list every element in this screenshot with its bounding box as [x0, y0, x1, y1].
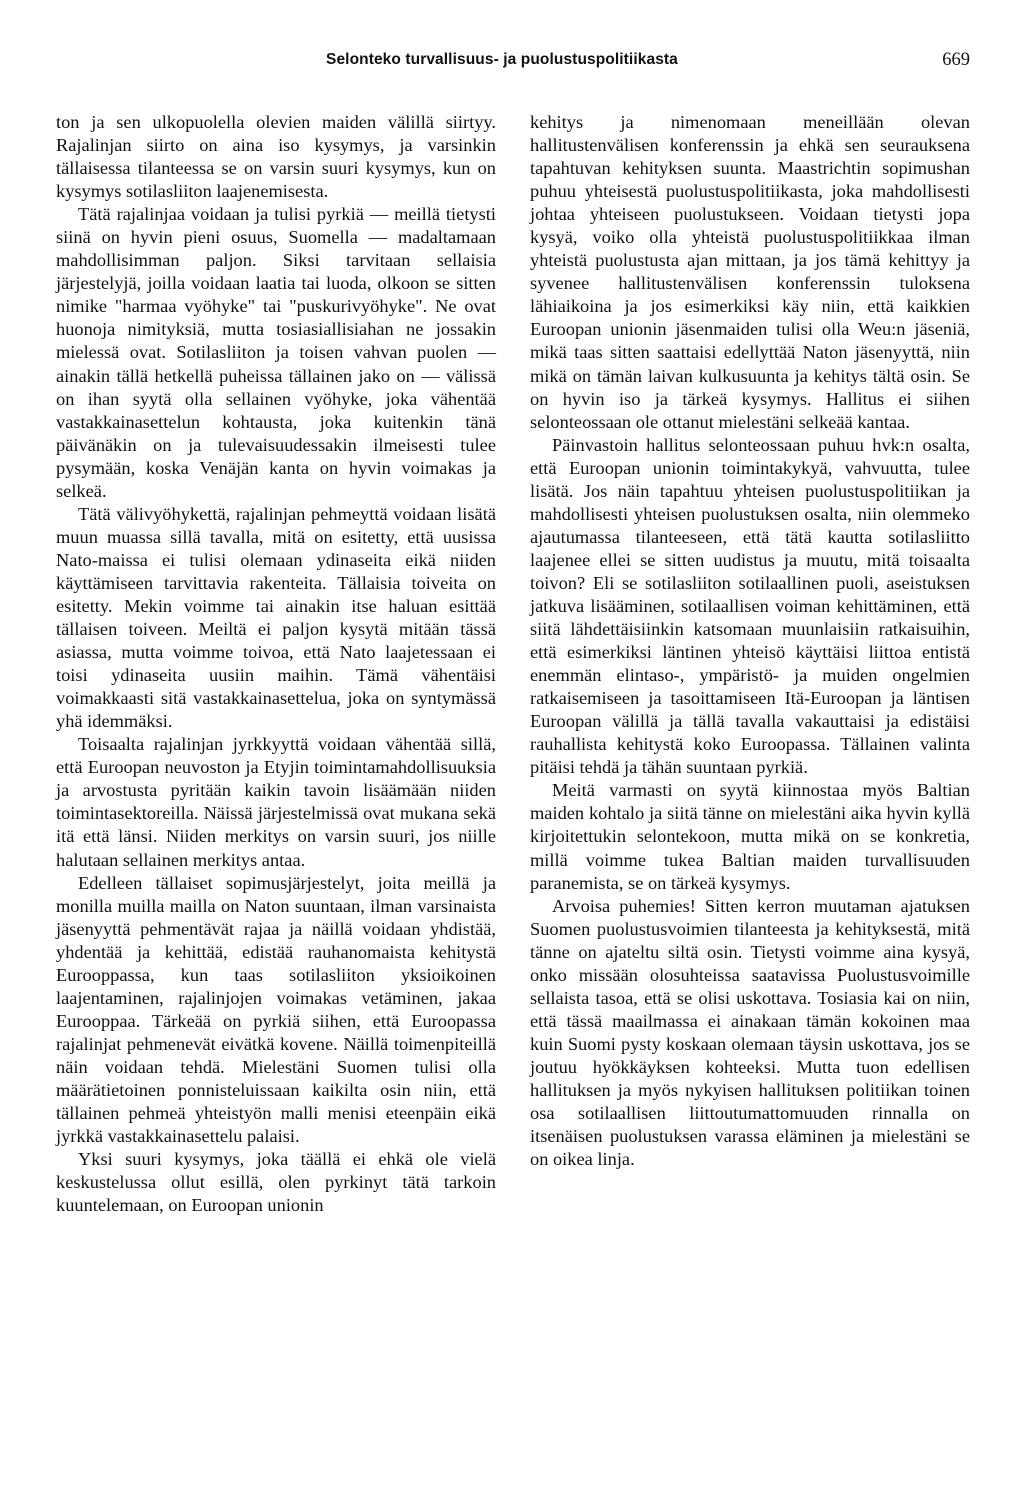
paragraph: Arvoisa puhemies! Sitten kerron muutaman ajatuksen Suomen puolustusvoimien tilanteesta ja kehityksestä, mitä tänne on ajateltu siltä osin. Tietysti voimme aina kysyä, onko missään olosuhteissa saatavissa Puolustusvoimille sellaista tasoa, että se olisi uskottava. Tosiasia kai on niin, että tässä maailmassa ei ainakaan tämän kokoinen maa kuin Suomi pysty koskaan olemaan täysin uskottava, jos se joutuu hyökkäyksen kohteeksi. Mutta tuon edellisen hallituksen ja myös nykyisen hallituksen politiikan toinen osa sotilaallisen liittoutumattomuuden rinnalla on itsenäisen puolustuksen varassa eläminen ja mielestäni se on oikea linja. [530, 895, 970, 1170]
paragraph: Päinvastoin hallitus selonteossaan puhuu hvk:n osalta, että Euroopan unionin toimintakykyä, vahvuutta, tulee lisätä. Jos näin tapahtuu yhteisen puolustuspolitiikan ja mahdollisesti yhteisen puolustuksen osalta, niin olemmeko ajautumassa tilanteeseen, että tätä kautta sotilasliitto laajenee ellei se sitten uudistus ja muutu, mitä toisaalta toivon? Eli se sotilasliiton sotilaallinen puoli, aseistuksen jatkuva lisääminen, sotilaallisen voiman kehittäminen, että siitä lähdettäisiinkin katsomaan muunlaisiin ratkaisuihin, että esimerkiksi läntinen yhteisö käyttäisi liittoa entistä enemmän elintaso-, ympäristö- ja muiden ongelmien ratkaisemiseen ja tasoittamiseen Itä-Euroopan ja läntisen Euroopan välillä ja tällä tavalla vakauttaisi ja edistäisi rauhallista kehitystä koko Euroopassa. Tällainen valinta pitäisi tehdä ja tähän suuntaan pyrkiä. [530, 434, 970, 778]
paragraph: Tätä välivyöhykettä, rajalinjan pehmeyttä voidaan lisätä muun muassa sillä tavalla, mitä on esitetty, että uusissa Nato-maissa ei tulisi olemaan ydinaseita eikä niiden käyttämiseen tarvittavia rakenteita. Tällaisia toiveita on esitetty. Mekin voimme tai ainakin itse haluan esittää tällaisen toiveen. Meiltä ei paljon kysytä mitään tässä asiassa, mutta voimme toivoa, että Nato laajetessaan ei toisi ydinaseita uusiin maihin. Tämä vähentäisi voimakkaasti sitä vastakkainasettelua, joka on syntymässä yhä idemmäksi. [56, 503, 496, 732]
left-column [56, 111, 496, 1217]
paragraph: Toisaalta rajalinjan jyrkkyyttä voidaan vähentää sillä, että Euroopan neuvoston ja Etyjin toimintamahdollisuuksia ja arvostusta pyritään kaikin tavoin lisäämään niiden toimintasektoreilla. Näissä järjestelmissä ovat mukana sekä itä että länsi. Niiden merkitys on varsin suuri, jos niille halutaan sellainen merkitys antaa. [56, 734, 496, 870]
paragraph: ton ja sen ulkopuolella olevien maiden välillä siirtyy. Rajalinjan siirto on aina iso kysymys, ja varsinkin tällaisessa tilanteessa se on varsin suuri kysymys, kun on kysymys sotilasliiton laajenemisesta. [56, 112, 496, 202]
paragraph: Tätä rajalinjaa voidaan ja tulisi pyrkiä — meillä tietysti siinä on hyvin pieni osuus, Suomella — madaltamaan mahdollisimman paljon. Siksi tarvitaan sellaisia järjestelyjä, joilla voidaan laatia tai luoda, olkoon se sitten nimike "harmaa vyöhyke" tai "puskurivyöhyke". Ne ovat huonoja nimityksiä, mutta tosiasiallisiahan ne jossakin mielessä ovat. Sotilasliiton ja toisen vahvan puolen — ainakin tällä hetkellä puheissa tällainen jako on — välissä on ihan syytä olla sellainen vyöhyke, joka vähentää vastakkainasettelun kohtausta, joka kuitenkin tänä päivänäkin on ja tulevaisuudessakin ilmeisesti tulee pysymään, koska Venäjän kanta on hyvin voimakas ja selkeä. [56, 204, 496, 501]
paragraph: Meitä varmasti on syytä kiinnostaa myös Baltian maiden kohtalo ja siitä tänne on mielestäni aika hyvin kyllä kirjoitettukin selontekoon, mutta mikä on se konkretia, millä voimme tukea Baltian maiden turvallisuuden paranemista, se on tärkeä kysymys. [530, 780, 970, 893]
running-header [0, 51, 1024, 75]
right-column [530, 111, 970, 1171]
paragraph: Edelleen tällaiset sopimusjärjestelyt, joita meillä ja monilla muilla mailla on Naton suuntaan, ilman varsinaista jäsenyyttä pehmentävät rajaa ja näillä voidaan yhdistää, yhdentää ja kehittää, edistää rauhanomaista kehitystä Eurooppassa, kun taas sotilasliiton yksioikoinen laajentaminen, rajalinjojen voimakas vetäminen, jakaa Eurooppaa. Tärkeää on pyrkiä siihen, että Euroopassa rajalinjat pehmenevät eivätkä kovene. Näillä toimenpiteillä näin voidaan tehdä. Mielestäni Suomen tulisi olla määrätietoinen ponnisteluissaan kaikilta osin niin, että tällainen pehmeä yhteistyön malli menisi eteenpäin eikä jyrkkä vastakkainasettelu palaisi. [56, 872, 496, 1147]
paragraph: Yksi suuri kysymys, joka täällä ei ehkä ole vielä keskustelussa ollut esillä, olen pyrkinyt tätä tarkoin kuuntelemaan, on Euroopan unionin [56, 1149, 496, 1216]
paragraph: kehitys ja nimenomaan meneillään olevan hallitustenvälisen konferenssin ja ehkä sen seurauksena tapahtuvan kehityksen suunta. Maastrichtin sopimushan puhuu yhteisestä puolustuspolitiikasta, joka mahdollisesti johtaa yhteiseen puolustukseen. Voidaan tietysti jopa kysyä, voiko olla yhteistä puolustuspolitiikkaa ilman yhteistä puolustusta ajan mittaan, ja jos tämä kehittyy ja syvenee hallitustenvälisen konferenssin tuloksena lähiaikoina ja jos esimerkiksi käy niin, että kaikkien Euroopan unionin jäsenmaiden tulisi olla Weu:n jäseniä, mikä taas sitten saattaisi edellyttää Naton jäsenyyttä, niin mikä on tämän laivan kulkusuunta ja kehitys tältä osin. Se on hyvin iso ja tärkeä kysymys. Hallitus ei siihen selonteossaan ole ottanut mielestäni selkeää kantaa. [530, 112, 970, 432]
page-number: 669 [942, 50, 970, 70]
running-title: Selonteko turvallisuus- ja puolustuspolitiikasta [326, 51, 678, 68]
